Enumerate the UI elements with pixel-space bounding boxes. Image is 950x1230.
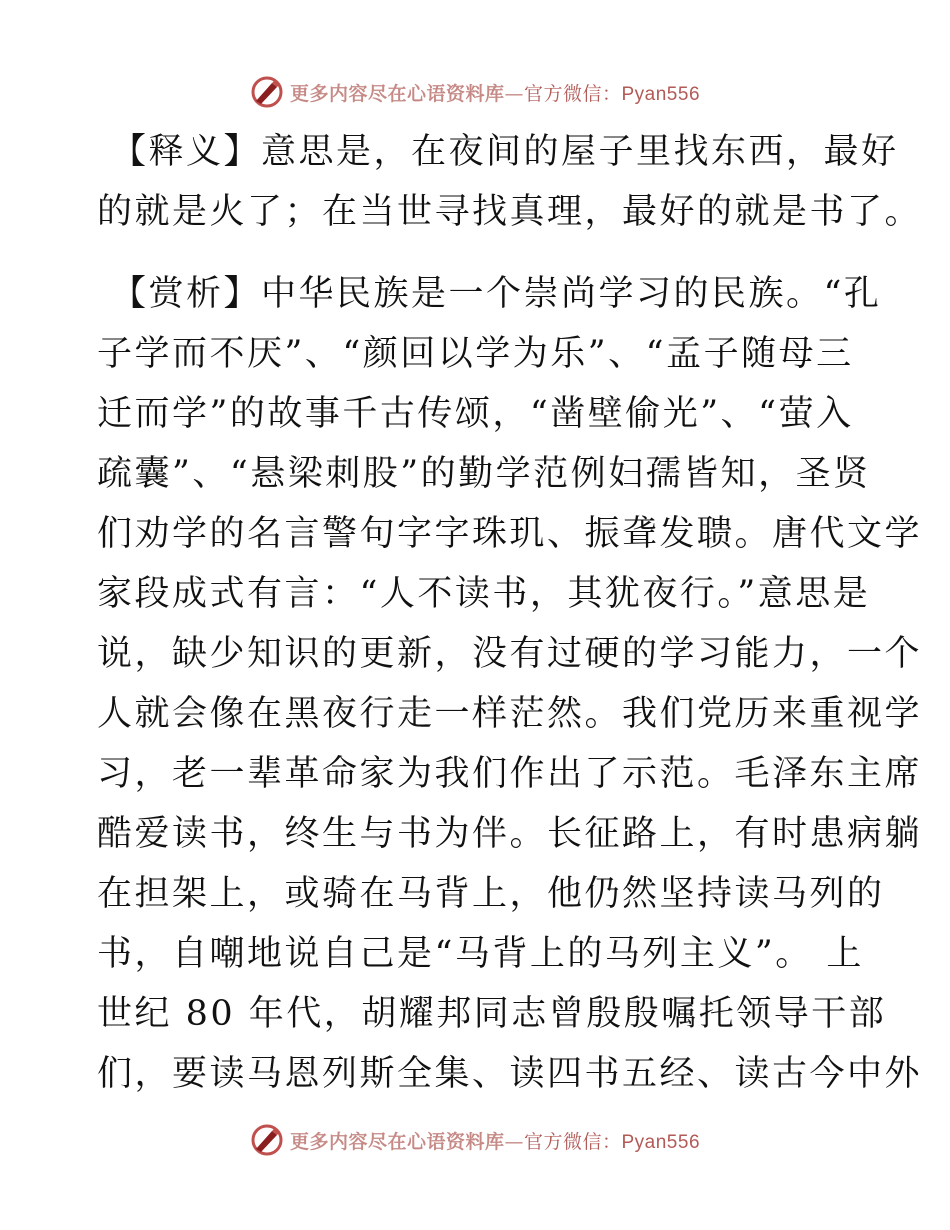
paragraph-definition (97, 122, 923, 242)
text-line: 迁而学”的故事千古传颂，“凿壁偷光”、“萤入 (97, 394, 854, 434)
text-line: 疏囊”、“悬梁刺股”的勤学范例妇孺皆知，圣贤 (97, 454, 871, 494)
text-line: 习，老一辈革命家为我们作出了示范。毛泽东主席 (97, 754, 923, 794)
text-line: 家段成式有言：“人不读书，其犹夜行。”意思是 (97, 574, 871, 614)
text-line: 【释义】意思是，在夜间的屋子里找东西，最好 (111, 132, 899, 172)
paragraph-analysis (97, 264, 923, 1104)
watermark-wechat-id: Pyan556 (621, 1131, 701, 1153)
text-line: 的就是火了；在当世寻找真理，最好的就是书了。 (97, 192, 923, 232)
text-line: 们，要读马恩列斯全集、读四书五经、读古今中外 (97, 1054, 923, 1094)
watermark-text (290, 1127, 700, 1154)
pen-circle-logo-icon (250, 1123, 284, 1157)
watermark-main-text: 更多内容尽在心语资料库 (289, 82, 505, 105)
text-line: 世纪 80 年代，胡耀邦同志曾殷殷嘱托领导干部 (97, 994, 887, 1034)
footer-watermark (0, 1120, 950, 1160)
header-watermark (0, 72, 950, 112)
text-line: 在担架上，或骑在马背上，他仍然坚持读马列的 (97, 874, 885, 914)
watermark-dash: — (504, 1130, 524, 1153)
text-line: 子学而不厌”、“颜回以学为乐”、“孟子随母三 (97, 334, 854, 374)
document-body (97, 122, 923, 1104)
text-line: 酷爱读书，终生与书为伴。长征路上，有时患病躺 (97, 814, 923, 854)
text-line: 说，缺少知识的更新，没有过硬的学习能力，一个 (97, 634, 923, 674)
text-line: 书，自嘲地说自己是“马背上的马列主义”。 上 (97, 934, 864, 974)
watermark-dash: — (504, 82, 524, 105)
watermark-wechat-id: Pyan556 (621, 83, 701, 105)
watermark-official-label: 官方微信： (523, 82, 622, 105)
text-line: 【赏析】中华民族是一个崇尚学习的民族。“孔 (111, 274, 882, 314)
pen-circle-logo-icon (250, 75, 284, 109)
text-line: 们劝学的名言警句字字珠玑、振聋发聩。唐代文学 (97, 514, 923, 554)
text-line: 人就会像在黑夜行走一样茫然。我们党历来重视学 (97, 694, 923, 734)
watermark-official-label: 官方微信： (523, 1130, 622, 1153)
watermark-text (290, 79, 700, 106)
watermark-main-text: 更多内容尽在心语资料库 (289, 1130, 505, 1153)
